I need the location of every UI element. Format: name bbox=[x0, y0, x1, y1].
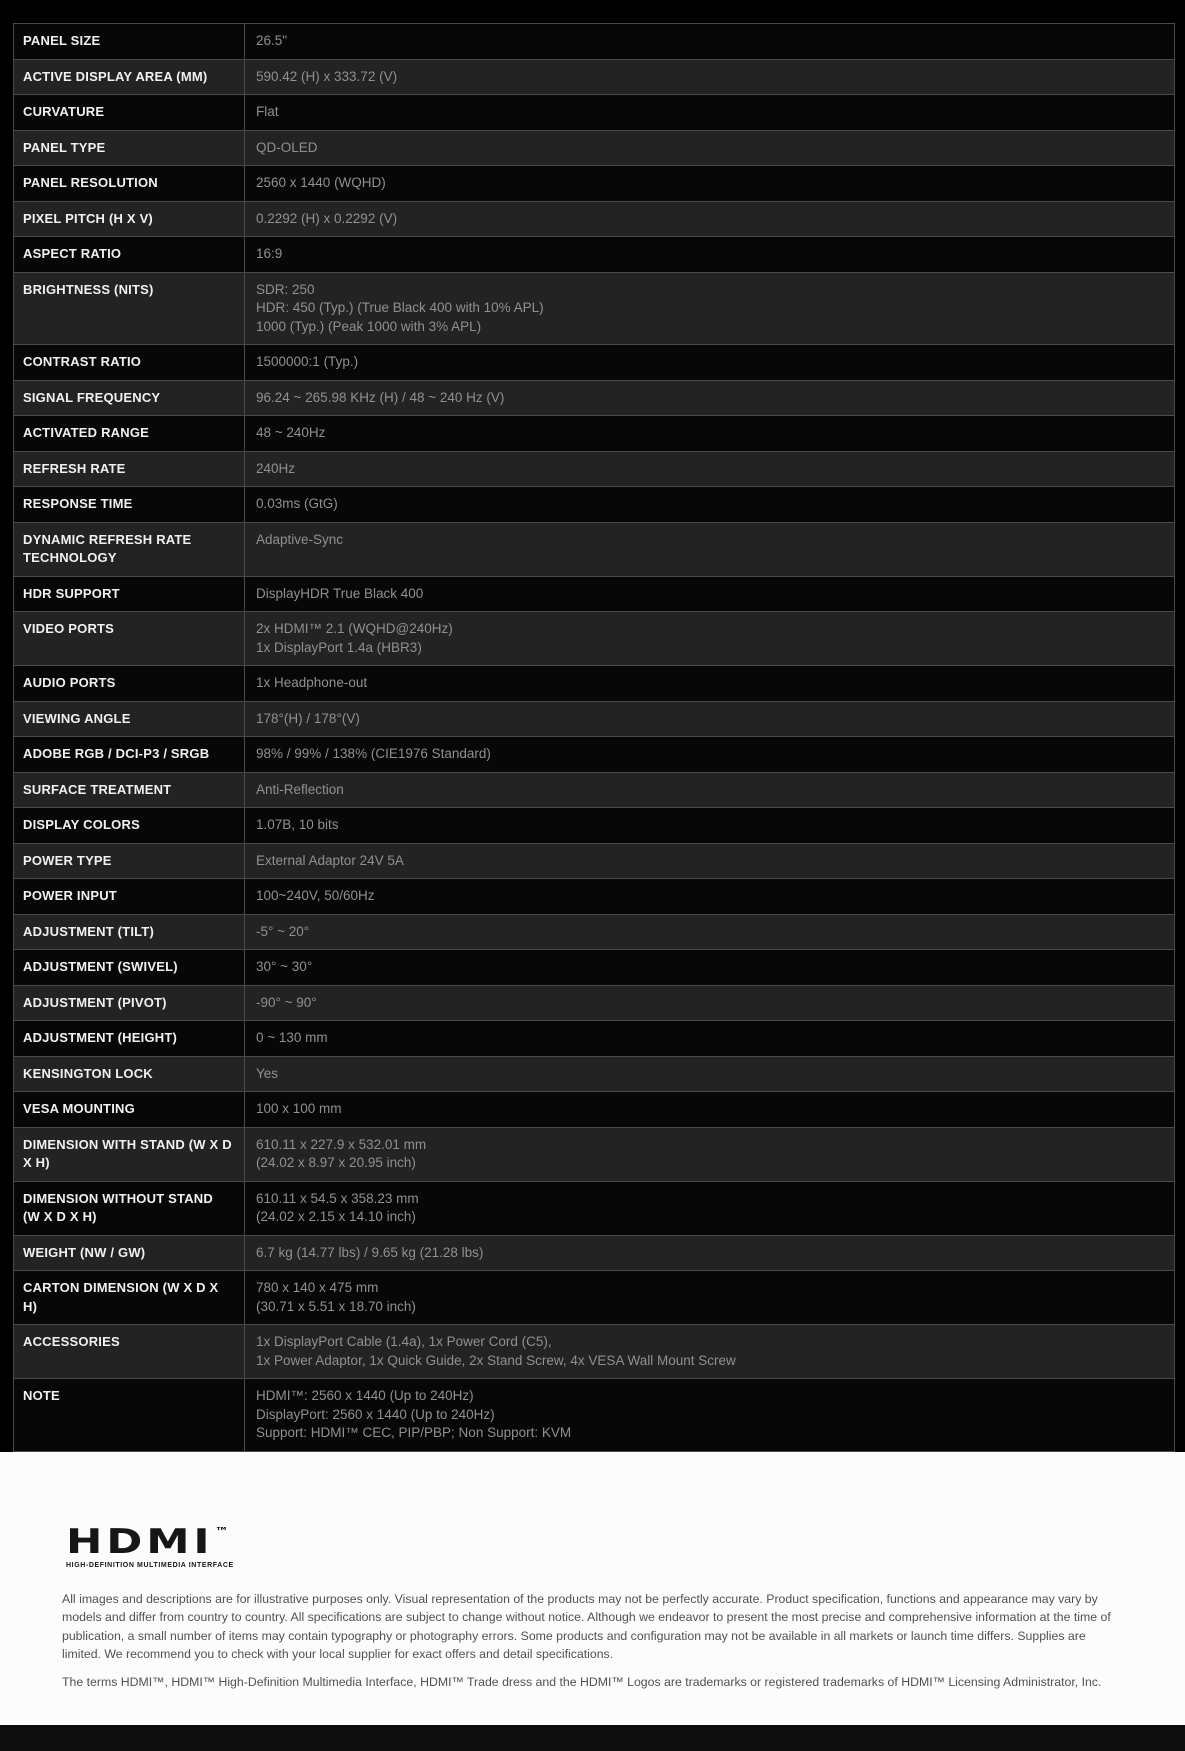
spec-row bbox=[14, 914, 1174, 950]
footer-section bbox=[0, 1452, 1185, 1726]
spec-value bbox=[245, 844, 1174, 879]
spec-value-line: HDR: 450 (Typ.) (True Black 400 with 10% APL) bbox=[256, 300, 544, 315]
spec-label: PANEL TYPE bbox=[14, 131, 245, 166]
spec-row bbox=[14, 1091, 1174, 1127]
spec-label: ACCESSORIES bbox=[14, 1325, 245, 1378]
spec-value bbox=[245, 1092, 1174, 1127]
spec-row bbox=[14, 415, 1174, 451]
spec-label: VIDEO PORTS bbox=[14, 612, 245, 665]
trademark-symbol: ™ bbox=[214, 1524, 229, 1538]
spec-row bbox=[14, 451, 1174, 487]
spec-value bbox=[245, 612, 1174, 665]
spec-value-line: 1x Power Adaptor, 1x Quick Guide, 2x Stand Screw, 4x VESA Wall Mount Screw bbox=[256, 1352, 736, 1368]
spec-value bbox=[245, 1128, 1174, 1181]
disclaimer-paragraph-2: The terms HDMI™, HDMI™ High-Definition Multimedia Interface, HDMI™ Trade dress and the HDMI™ Logos are trademarks or registered trademarks of HDMI™ Licensing Administrator, Inc. bbox=[62, 1674, 1102, 1689]
spec-value bbox=[245, 1236, 1174, 1271]
spec-value-line: 1x Headphone-out bbox=[256, 675, 368, 690]
spec-value-line: 610.11 x 227.9 x 532.01 mm bbox=[256, 1136, 427, 1152]
spec-label: KENSINGTON LOCK bbox=[14, 1057, 245, 1092]
spec-value bbox=[245, 737, 1174, 772]
spec-row bbox=[14, 24, 1174, 59]
spec-label: HDR SUPPORT bbox=[14, 577, 245, 612]
spec-value-line: DisplayHDR True Black 400 bbox=[256, 585, 424, 601]
spec-value bbox=[245, 452, 1174, 487]
spec-label: BRIGHTNESS (NITS) bbox=[14, 273, 245, 345]
spec-row bbox=[14, 665, 1174, 701]
spec-value bbox=[245, 487, 1174, 522]
spec-value bbox=[245, 950, 1174, 985]
spec-row bbox=[14, 878, 1174, 914]
spec-label: ADJUSTMENT (SWIVEL) bbox=[14, 950, 245, 985]
spec-value-line: External Adaptor 24V 5A bbox=[256, 852, 404, 868]
spec-value bbox=[245, 986, 1174, 1021]
spec-value bbox=[245, 1325, 1174, 1378]
spec-value bbox=[245, 95, 1174, 130]
spec-row bbox=[14, 272, 1174, 345]
spec-value bbox=[245, 1379, 1174, 1451]
spec-label: WEIGHT (NW / GW) bbox=[14, 1236, 245, 1271]
spec-row bbox=[14, 1235, 1174, 1271]
spec-label: ADJUSTMENT (PIVOT) bbox=[14, 986, 245, 1021]
spec-row bbox=[14, 772, 1174, 808]
spec-value-line: 2560 x 1440 (WQHD) bbox=[256, 175, 386, 190]
spec-row bbox=[14, 736, 1174, 772]
spec-value-line: 100 x 100 mm bbox=[256, 1101, 342, 1116]
spec-value-line: 100~240V, 50/60Hz bbox=[256, 888, 375, 903]
spec-value bbox=[245, 131, 1174, 166]
spec-value-line: DisplayPort: 2560 x 1440 (Up to 240Hz) bbox=[256, 1406, 495, 1422]
spec-value-line: 240Hz bbox=[256, 460, 296, 476]
spec-label: RESPONSE TIME bbox=[14, 487, 245, 522]
spec-label: DIMENSION WITH STAND (W X D X H) bbox=[14, 1128, 245, 1181]
spec-label: POWER TYPE bbox=[14, 844, 245, 879]
spec-value bbox=[245, 273, 1174, 345]
spec-label: PIXEL PITCH (H X V) bbox=[14, 202, 245, 237]
spec-row bbox=[14, 1056, 1174, 1092]
spec-row bbox=[14, 236, 1174, 272]
spec-row bbox=[14, 843, 1174, 879]
spec-label: CONTRAST RATIO bbox=[14, 345, 245, 380]
spec-value bbox=[245, 773, 1174, 808]
spec-label: PANEL RESOLUTION bbox=[14, 166, 245, 201]
spec-row bbox=[14, 522, 1174, 576]
spec-value-line: 2x HDMI™ 2.1 (WQHD@240Hz) bbox=[256, 621, 453, 636]
spec-row bbox=[14, 1127, 1174, 1181]
spec-row bbox=[14, 1020, 1174, 1056]
spec-value-line: SDR: 250 bbox=[256, 281, 315, 297]
spec-row bbox=[14, 486, 1174, 522]
spec-label: DISPLAY COLORS bbox=[14, 808, 245, 843]
hdmi-logo-text: HDMI bbox=[66, 1521, 214, 1562]
spec-value-line: 16:9 bbox=[256, 246, 283, 261]
spec-row bbox=[14, 165, 1174, 201]
spec-value bbox=[245, 1182, 1174, 1235]
spec-value-line: Anti-Reflection bbox=[256, 781, 344, 797]
spec-value-line: (30.71 x 5.51 x 18.70 inch) bbox=[256, 1298, 416, 1314]
spec-label: VIEWING ANGLE bbox=[14, 702, 245, 737]
spec-value-line: 6.7 kg (14.77 lbs) / 9.65 kg (21.28 lbs) bbox=[256, 1244, 484, 1260]
spec-row bbox=[14, 130, 1174, 166]
spec-row bbox=[14, 201, 1174, 237]
spec-value-line: 1000 (Typ.) (Peak 1000 with 3% APL) bbox=[256, 318, 482, 334]
spec-value bbox=[245, 879, 1174, 914]
spec-value-line: Adaptive-Sync bbox=[256, 531, 344, 547]
spec-value bbox=[245, 523, 1174, 576]
spec-table bbox=[13, 23, 1175, 1452]
spec-value-line: 1x DisplayPort 1.4a (HBR3) bbox=[256, 639, 422, 655]
hdmi-logo bbox=[66, 1518, 1127, 1569]
spec-value-line: 1500000:1 (Typ.) bbox=[256, 354, 359, 369]
bottom-bar bbox=[0, 1725, 1185, 1751]
spec-value-line: 48 ~ 240Hz bbox=[256, 425, 326, 440]
spec-value bbox=[245, 915, 1174, 950]
spec-value-line: 610.11 x 54.5 x 358.23 mm bbox=[256, 1190, 419, 1206]
spec-row bbox=[14, 1181, 1174, 1235]
spec-label: ACTIVE DISPLAY AREA (MM) bbox=[14, 60, 245, 95]
spec-value-line: 178°(H) / 178°(V) bbox=[256, 710, 360, 726]
spec-value-line: -90° ~ 90° bbox=[256, 994, 317, 1010]
spec-value bbox=[245, 166, 1174, 201]
hdmi-logo-tagline: HIGH-DEFINITION MULTIMEDIA INTERFACE bbox=[66, 1561, 234, 1569]
spec-label: VESA MOUNTING bbox=[14, 1092, 245, 1127]
spec-row bbox=[14, 1270, 1174, 1324]
spec-value-line: Yes bbox=[256, 1065, 279, 1081]
spec-row bbox=[14, 94, 1174, 130]
spec-label: CURVATURE bbox=[14, 95, 245, 130]
spec-value-line: 1.07B, 10 bits bbox=[256, 817, 339, 832]
spec-value-line: Support: HDMI™ CEC, PIP/PBP; Non Support: KVM bbox=[256, 1425, 572, 1440]
spec-value-line: HDMI™: 2560 x 1440 (Up to 240Hz) bbox=[256, 1388, 474, 1403]
spec-row bbox=[14, 1378, 1174, 1451]
spec-label: ADOBE RGB / DCI-P3 / SRGB bbox=[14, 737, 245, 772]
spec-value bbox=[245, 702, 1174, 737]
spec-value-line: 0.2292 (H) x 0.2292 (V) bbox=[256, 210, 398, 226]
spec-row bbox=[14, 576, 1174, 612]
spec-value bbox=[245, 1057, 1174, 1092]
spec-row bbox=[14, 1324, 1174, 1378]
spec-value-line: 590.42 (H) x 333.72 (V) bbox=[256, 68, 398, 84]
spec-row bbox=[14, 380, 1174, 416]
spec-value bbox=[245, 1271, 1174, 1324]
spec-value bbox=[245, 345, 1174, 380]
spec-row bbox=[14, 985, 1174, 1021]
spec-row bbox=[14, 701, 1174, 737]
spec-value bbox=[245, 24, 1174, 59]
spec-label: AUDIO PORTS bbox=[14, 666, 245, 701]
spec-value bbox=[245, 808, 1174, 843]
spec-label: SURFACE TREATMENT bbox=[14, 773, 245, 808]
spec-label: ACTIVATED RANGE bbox=[14, 416, 245, 451]
spec-value-line: (24.02 x 2.15 x 14.10 inch) bbox=[256, 1209, 416, 1224]
spec-row bbox=[14, 59, 1174, 95]
spec-value-line: QD-OLED bbox=[256, 139, 318, 155]
spec-label: ASPECT RATIO bbox=[14, 237, 245, 272]
disclaimer-paragraph-1: All images and descriptions are for illustrative purposes only. Visual representation of the products may not be perfectly accurate. Product specification, functions and appearance may vary by models and differ from country to country. All specifications are subject to change without notice. Although we endeavor to present the most precise and comprehensive information at the time of publication, a small number of items may contain typography or photography errors. Some products and configuration may not be available in all markets or launch time differs. Supplies are limited. We recommend you to check with your local supplier for exact offers and detail specifications. bbox=[62, 1591, 1111, 1661]
spec-value-line: 0.03ms (GtG) bbox=[256, 496, 338, 511]
spec-value bbox=[245, 666, 1174, 701]
spec-label: NOTE bbox=[14, 1379, 245, 1451]
spec-value-line: 0 ~ 130 mm bbox=[256, 1030, 328, 1045]
spec-label: DYNAMIC REFRESH RATE TECHNOLOGY bbox=[14, 523, 245, 576]
spec-value-line: (24.02 x 8.97 x 20.95 inch) bbox=[256, 1155, 416, 1170]
spec-label: SIGNAL FREQUENCY bbox=[14, 381, 245, 416]
spec-label: CARTON DIMENSION (W X D X H) bbox=[14, 1271, 245, 1324]
spec-value-line: 780 x 140 x 475 mm bbox=[256, 1280, 379, 1295]
spec-row bbox=[14, 611, 1174, 665]
spec-value-line: 1x DisplayPort Cable (1.4a), 1x Power Cord (C5), bbox=[256, 1334, 552, 1349]
spec-value bbox=[245, 416, 1174, 451]
spec-value bbox=[245, 577, 1174, 612]
spec-row bbox=[14, 344, 1174, 380]
spec-value-line: Flat bbox=[256, 104, 279, 119]
spec-label: ADJUSTMENT (HEIGHT) bbox=[14, 1021, 245, 1056]
spec-row bbox=[14, 807, 1174, 843]
spec-value-line: 96.24 ~ 265.98 KHz (H) / 48 ~ 240 Hz (V) bbox=[256, 389, 505, 405]
spec-value bbox=[245, 237, 1174, 272]
spec-label: DIMENSION WITHOUT STAND (W X D X H) bbox=[14, 1182, 245, 1235]
spec-value bbox=[245, 381, 1174, 416]
spec-value-line: -5° ~ 20° bbox=[256, 923, 310, 939]
spec-label: REFRESH RATE bbox=[14, 452, 245, 487]
spec-value bbox=[245, 1021, 1174, 1056]
spec-row bbox=[14, 949, 1174, 985]
spec-label: PANEL SIZE bbox=[14, 24, 245, 59]
spec-value bbox=[245, 60, 1174, 95]
spec-value-line: 26.5" bbox=[256, 33, 288, 48]
spec-label: POWER INPUT bbox=[14, 879, 245, 914]
spec-value-line: 30° ~ 30° bbox=[256, 959, 313, 974]
spec-value-line: 98% / 99% / 138% (CIE1976 Standard) bbox=[256, 746, 491, 761]
spec-label: ADJUSTMENT (TILT) bbox=[14, 915, 245, 950]
spec-value bbox=[245, 202, 1174, 237]
hdmi-logo-wordmark bbox=[66, 1518, 229, 1562]
